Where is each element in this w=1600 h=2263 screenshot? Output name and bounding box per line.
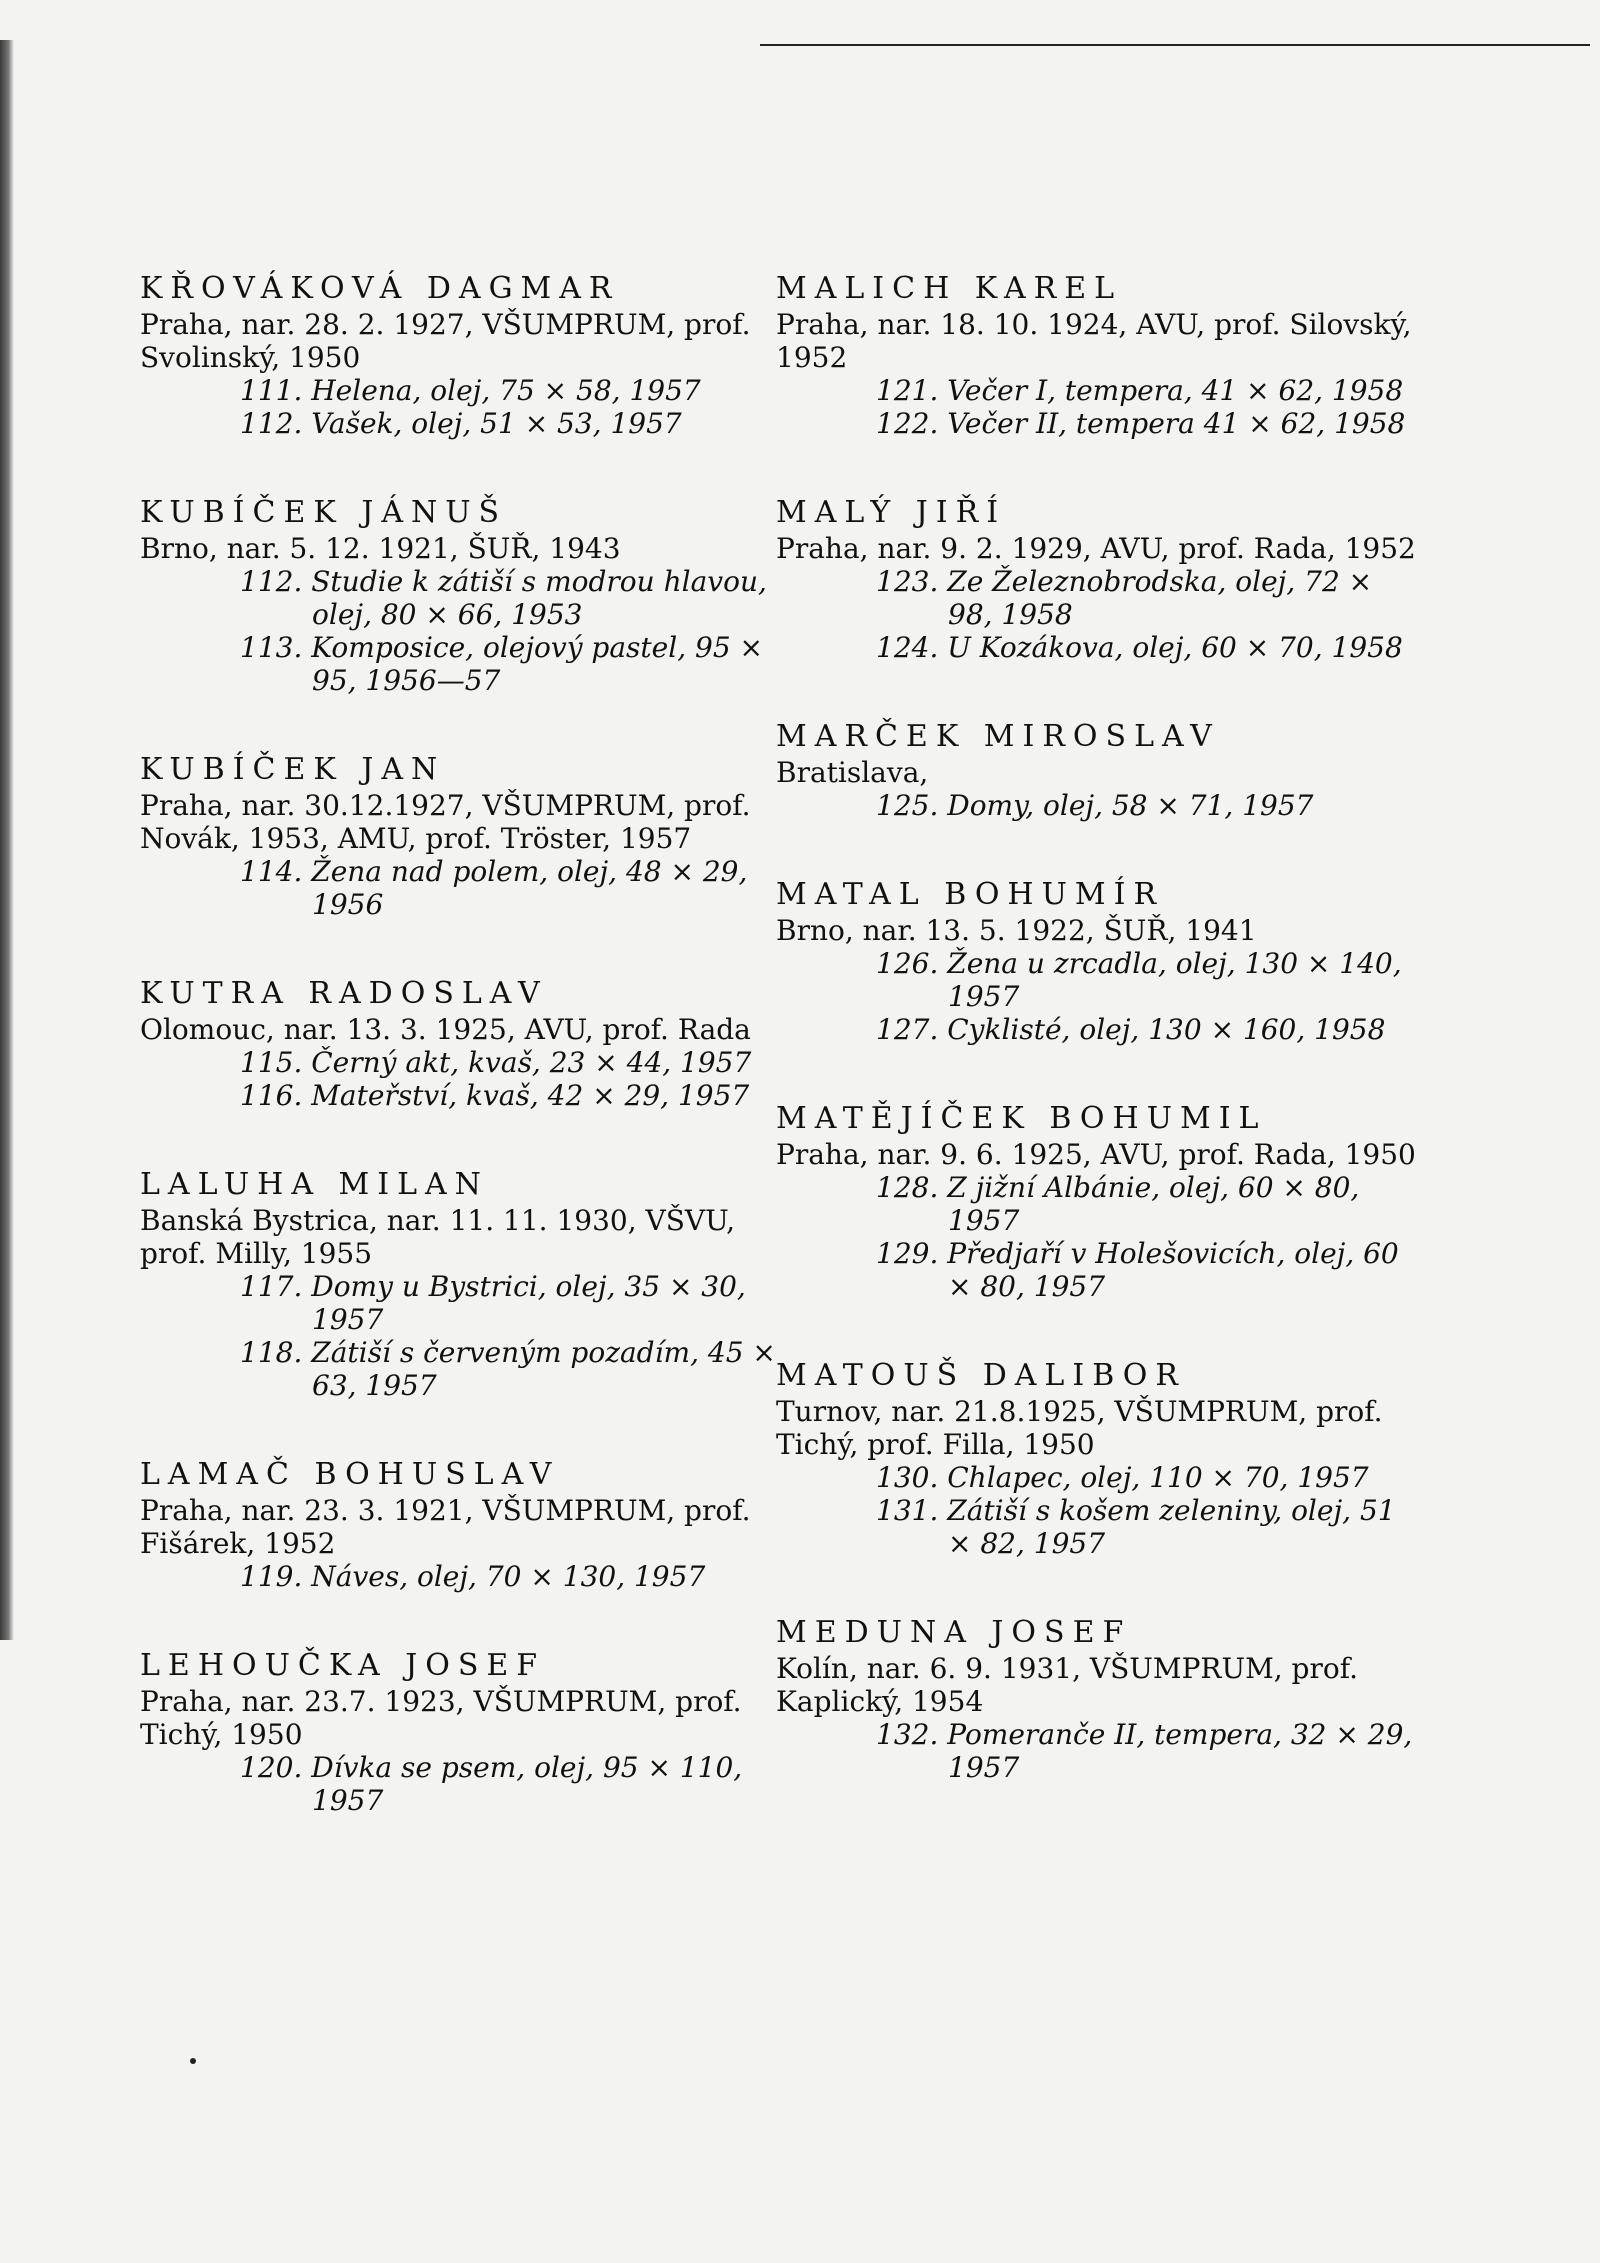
artist-name: MALICH KAREL (776, 271, 1123, 306)
artwork-item: 119. Náves, olej, 70 × 130, 1957 (240, 1560, 706, 1593)
artwork-item: 117. Domy u Bystrici, olej, 35 × 30, 1957 (240, 1270, 746, 1336)
artist-entry (776, 1614, 1416, 1784)
artist-name: KUBÍČEK JÁNUŠ (140, 495, 508, 530)
artwork-item: 128. Z jižní Albánie, olej, 60 × 80, 1957 (876, 1171, 1360, 1237)
artist-entry (140, 1647, 780, 1817)
artist-entry (776, 270, 1416, 440)
artist-bio: Praha, nar. 23. 3. 1921, VŠUMPRUM, prof. Fišárek, 1952 (140, 1494, 751, 1560)
artist-bio: Turnov, nar. 21.8.1925, VŠUMPRUM, prof. Tichý, prof. Filla, 1950 (776, 1395, 1383, 1461)
artist-entry (776, 876, 1416, 1046)
artist-entry (776, 1100, 1416, 1303)
artist-name: KŘOVÁKOVÁ DAGMAR (140, 271, 620, 306)
artwork-item: 127. Cyklisté, olej, 130 × 160, 1958 (876, 1013, 1386, 1046)
artwork-item: 113. Komposice, olejový pastel, 95 × 95, 1956—57 (240, 631, 763, 697)
left-column (140, 270, 780, 1871)
artist-bio: Banská Bystrica, nar. 11. 11. 1930, VŠVU, prof. Milly, 1955 (140, 1204, 736, 1270)
artwork-item: 129. Předjaří v Holešovicích, olej, 60 × 80, 1957 (876, 1237, 1399, 1303)
artist-bio: Kolín, nar. 6. 9. 1931, VŠUMPRUM, prof. Kaplický, 1954 (776, 1652, 1358, 1718)
artwork-item: 124. U Kozákova, olej, 60 × 70, 1958 (876, 631, 1403, 664)
artist-name: MARČEK MIROSLAV (776, 719, 1220, 754)
artist-entry (776, 718, 1416, 822)
artwork-item: 111. Helena, olej, 75 × 58, 1957 (240, 374, 701, 407)
artwork-item: 125. Domy, olej, 58 × 71, 1957 (876, 789, 1314, 822)
right-column (776, 270, 1416, 1838)
artwork-item: 126. Žena u zrcadla, olej, 130 × 140, 1957 (876, 947, 1402, 1013)
artist-name: MEDUNA JOSEF (776, 1615, 1132, 1650)
artwork-item: 118. Zátiší s červeným pozadím, 45 × 63, 1957 (240, 1336, 776, 1402)
artist-name: MATOUŠ DALIBOR (776, 1358, 1186, 1393)
binding-edge (0, 40, 14, 1640)
artist-entry (140, 1166, 780, 1402)
artist-entry (140, 751, 780, 921)
artist-bio: Praha, nar. 30.12.1927, VŠUMPRUM, prof. Novák, 1953, AMU, prof. Tröster, 1957 (140, 789, 751, 855)
artist-name: MATĚJÍČEK BOHUMIL (776, 1101, 1267, 1136)
artist-entry (776, 1357, 1416, 1560)
artwork-item: 115. Černý akt, kvaš, 23 × 44, 1957 (240, 1046, 752, 1079)
artist-bio: Praha, nar. 18. 10. 1924, AVU, prof. Silovský, 1952 (776, 308, 1412, 374)
artist-bio: Praha, nar. 23.7. 1923, VŠUMPRUM, prof. Tichý, 1950 (140, 1685, 742, 1751)
artist-name: MALÝ JIŘÍ (776, 495, 1007, 530)
artwork-item: 122. Večer II, tempera 41 × 62, 1958 (876, 407, 1406, 440)
artwork-item: 130. Chlapec, olej, 110 × 70, 1957 (876, 1461, 1369, 1494)
artist-bio: Bratislava, (776, 756, 929, 789)
artist-entry (140, 494, 780, 697)
artwork-item: 116. Mateřství, kvaš, 42 × 29, 1957 (240, 1079, 750, 1112)
artwork-item: 121. Večer I, tempera, 41 × 62, 1958 (876, 374, 1404, 407)
artwork-item: 131. Zátiší s košem zeleniny, olej, 51 × 82, 1957 (876, 1494, 1396, 1560)
artist-name: LALUHA MILAN (140, 1167, 489, 1202)
artist-bio: Praha, nar. 9. 2. 1929, AVU, prof. Rada, 1952 (776, 532, 1416, 565)
artist-bio: Praha, nar. 28. 2. 1927, VŠUMPRUM, prof. Svolinský, 1950 (140, 308, 751, 374)
artist-name: KUBÍČEK JAN (140, 752, 446, 787)
artist-bio: Brno, nar. 13. 5. 1922, ŠUŘ, 1941 (776, 914, 1257, 947)
artist-entry (140, 1456, 780, 1593)
artwork-item: 112. Studie k zátiší s modrou hlavou, olej, 80 × 66, 1953 (240, 565, 767, 631)
artist-name: MATAL BOHUMÍR (776, 877, 1165, 912)
artist-entry (140, 975, 780, 1112)
artwork-item: 123. Ze Železnobrodska, olej, 72 × 98, 1958 (876, 565, 1373, 631)
artist-bio: Brno, nar. 5. 12. 1921, ŠUŘ, 1943 (140, 532, 621, 565)
artist-entry (776, 494, 1416, 664)
artist-name: LAMAČ BOHUSLAV (140, 1457, 560, 1492)
artist-entry (140, 270, 780, 440)
artist-name: KUTRA RADOSLAV (140, 976, 548, 1011)
ink-speck (190, 2058, 196, 2064)
artist-bio: Olomouc, nar. 13. 3. 1925, AVU, prof. Rada (140, 1013, 751, 1046)
artwork-item: 112. Vašek, olej, 51 × 53, 1957 (240, 407, 682, 440)
artist-bio: Praha, nar. 9. 6. 1925, AVU, prof. Rada, 1950 (776, 1138, 1416, 1171)
top-rule (760, 44, 1590, 46)
artwork-item: 120. Dívka se psem, olej, 95 × 110, 1957 (240, 1751, 743, 1817)
artwork-item: 132. Pomeranče II, tempera, 32 × 29, 1957 (876, 1718, 1413, 1784)
artist-name: LEHOUČKA JOSEF (140, 1648, 546, 1683)
artwork-item: 114. Žena nad polem, olej, 48 × 29, 1956 (240, 855, 748, 921)
